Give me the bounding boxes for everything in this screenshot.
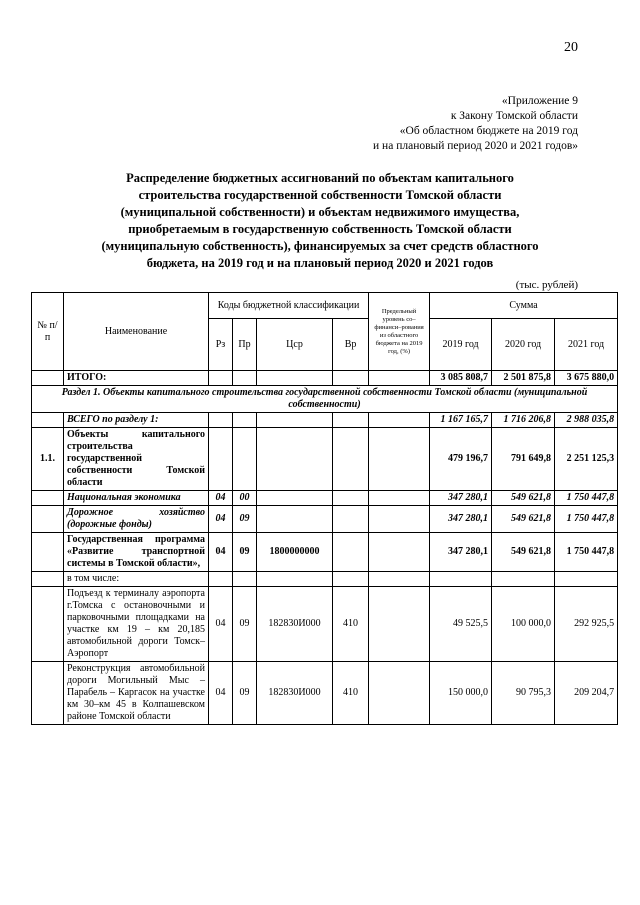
title-line: (муниципальной собственности) и объектам недвижимого имущества, [120, 205, 520, 219]
document-title [70, 170, 570, 272]
group-row [32, 428, 618, 491]
item-vr: 410 [333, 587, 369, 662]
total-2019: 3 085 808,7 [430, 371, 492, 386]
title-line: бюджета, на 2019 год и на плановый период 2020 и 2021 годов [146, 256, 494, 270]
group-2021: 2 251 125,3 [555, 428, 618, 491]
item-2020: 90 795,3 [492, 662, 555, 725]
roads-pr: 09 [233, 506, 257, 533]
item-2021: 209 204,7 [555, 662, 618, 725]
header-rz: Рз [209, 319, 233, 371]
group-name: Объекты капитального строительства государственной собственности Томской области [64, 428, 209, 491]
program-2019: 347 280,1 [430, 533, 492, 572]
section-title: Раздел 1. Объекты капитального строительства государственной собственности Томской области (муниципальной собственности) [32, 386, 618, 413]
units-label: (тыс. рублей) [515, 279, 578, 291]
group-2019: 479 196,7 [430, 428, 492, 491]
program-pr: 09 [233, 533, 257, 572]
roads-2019: 347 280,1 [430, 506, 492, 533]
header-limit: Предельный уровень со–финанси–рования из областного бюджета на 2019 год, (%) [369, 293, 430, 371]
table-row [32, 662, 618, 725]
page-number: 20 [564, 40, 578, 55]
item-csr: 182830И000 [257, 587, 333, 662]
economy-row [32, 491, 618, 506]
item-pr: 09 [233, 662, 257, 725]
header-2021: 2021 год [555, 319, 618, 371]
item-2021: 292 925,5 [555, 587, 618, 662]
header-num: № п/п [32, 293, 64, 371]
title-line: Распределение бюджетных ассигнований по объектам капитального [126, 171, 514, 185]
program-2020: 549 621,8 [492, 533, 555, 572]
header-codes: Коды бюджетной классификации [209, 293, 369, 319]
title-line: приобретаемым в государственную собственность Томской области [128, 222, 512, 236]
total-2020: 2 501 875,8 [492, 371, 555, 386]
item-name: Реконструкция автомобильной дороги Могильный Мыс – Парабель – Каргасок на участке км 30–км 45 в Колпашевском районе Томской области [64, 662, 209, 725]
section-total-2019: 1 167 165,7 [430, 413, 492, 428]
total-row [32, 371, 618, 386]
section-total-2020: 1 716 206,8 [492, 413, 555, 428]
section-total-row [32, 413, 618, 428]
header-name: Наименование [64, 293, 209, 371]
header-sum: Сумма [430, 293, 618, 319]
group-2020: 791 649,8 [492, 428, 555, 491]
economy-2019: 347 280,1 [430, 491, 492, 506]
header-csr: Цср [257, 319, 333, 371]
including-label: в том числе: [64, 572, 209, 587]
header-vr: Вр [333, 319, 369, 371]
appendix-line: «Приложение 9 [501, 95, 578, 107]
program-rz: 04 [209, 533, 233, 572]
item-2019: 49 525,5 [430, 587, 492, 662]
total-2021: 3 675 880,0 [555, 371, 618, 386]
appendix-line: и на плановый период 2020 и 2021 годов» [373, 140, 578, 152]
item-rz: 04 [209, 662, 233, 725]
item-rz: 04 [209, 587, 233, 662]
item-csr: 182830И000 [257, 662, 333, 725]
roads-rz: 04 [209, 506, 233, 533]
program-name: Государственная программа «Развитие транспортной системы в Томской области», [64, 533, 209, 572]
appendix-caption [258, 94, 578, 154]
roads-name: Дорожное хозяйство (дорожные фонды) [64, 506, 209, 533]
item-pr: 09 [233, 587, 257, 662]
header-2019: 2019 год [430, 319, 492, 371]
economy-2021: 1 750 447,8 [555, 491, 618, 506]
economy-name: Национальная экономика [64, 491, 209, 506]
economy-rz: 04 [209, 491, 233, 506]
program-row [32, 533, 618, 572]
section-row [32, 386, 618, 413]
roads-2021: 1 750 447,8 [555, 506, 618, 533]
table-row [32, 587, 618, 662]
program-2021: 1 750 447,8 [555, 533, 618, 572]
total-label: ИТОГО: [64, 371, 209, 386]
including-row [32, 572, 618, 587]
program-csr: 1800000000 [257, 533, 333, 572]
header-2020: 2020 год [492, 319, 555, 371]
appendix-line: «Об областном бюджете на 2019 год [399, 125, 578, 137]
item-2019: 150 000,0 [430, 662, 492, 725]
group-num: 1.1. [32, 428, 64, 491]
roads-2020: 549 621,8 [492, 506, 555, 533]
title-line: строительства государственной собственности Томской области [138, 188, 502, 202]
title-line: (муниципальную собственность), финансируемых за счет средств областного [101, 239, 539, 253]
section-total-2021: 2 988 035,8 [555, 413, 618, 428]
economy-2020: 549 621,8 [492, 491, 555, 506]
roads-row [32, 506, 618, 533]
item-vr: 410 [333, 662, 369, 725]
budget-table [31, 292, 618, 725]
item-name: Подъезд к терминалу аэропорта г.Томска с остановочными и парковочными площадками на участке км 19 – км 20,185 автомобильной дороги Томск–Аэропорт [64, 587, 209, 662]
header-pr: Пр [233, 319, 257, 371]
economy-pr: 00 [233, 491, 257, 506]
item-2020: 100 000,0 [492, 587, 555, 662]
section-total-label: ВСЕГО по разделу 1: [64, 413, 209, 428]
appendix-line: к Закону Томской области [450, 110, 578, 122]
